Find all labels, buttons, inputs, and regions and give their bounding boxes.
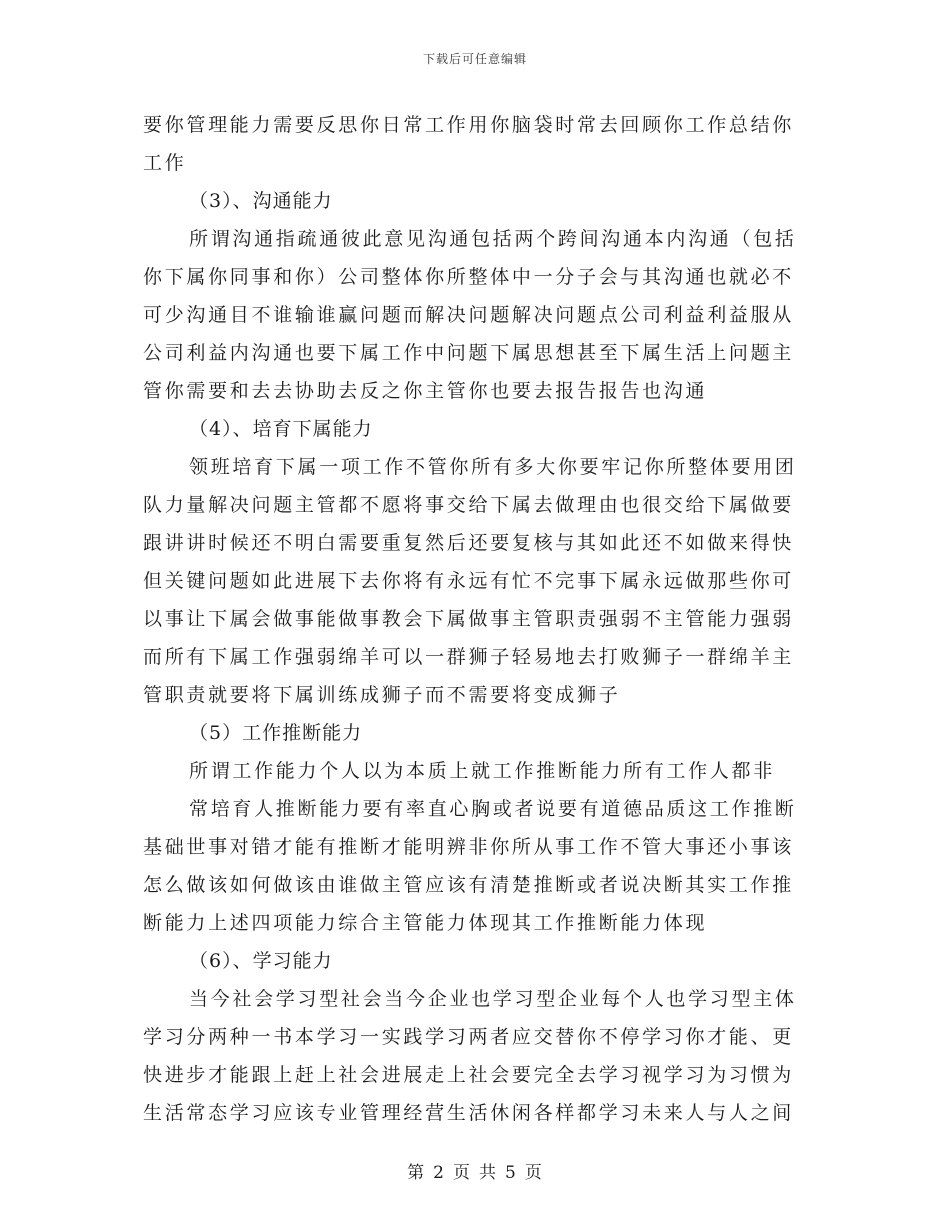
footer-prefix: 第 bbox=[407, 1163, 426, 1183]
text-line: 管职责就要将下属训练成狮子而不需要将变成狮子 bbox=[143, 684, 621, 706]
text-line: 队力量解决问题主管都不愿将事交给下属去做理由也很交给下属做要 bbox=[143, 494, 795, 516]
section-heading: （6）、学习能力 bbox=[189, 950, 333, 972]
text-line: 跟讲讲时候还不明白需要重复然后还要复核与其如此还不如做来得快 bbox=[143, 532, 795, 554]
text-line: 要你管理能力需要反思你日常工作用你脑袋时常去回顾你工作总结你 bbox=[143, 114, 795, 136]
text-line: 工作 bbox=[143, 152, 187, 174]
text-line: 生活常态学习应该专业管理经营生活休闲各样都学习未来人与人之间 bbox=[143, 1102, 795, 1124]
text-line: 领班培育下属一项工作不管你所有多大你要牢记你所整体要用团 bbox=[189, 456, 797, 478]
text-line: 学习分两种一书本学习一实践学习两者应交替你不停学习你才能、更 bbox=[143, 1026, 795, 1048]
page-footer bbox=[0, 1158, 950, 1183]
text-line: 但关键问题如此进展下去你将有永远有忙不完事下属永远做那些你可 bbox=[143, 570, 795, 592]
footer-current-page: 2 bbox=[433, 1163, 445, 1183]
footer-page-word: 页 bbox=[453, 1163, 471, 1183]
footer-suffix: 页 bbox=[524, 1163, 543, 1183]
text-line: 以事让下属会做事能做事教会下属做事主管职责强弱不主管能力强弱 bbox=[143, 608, 795, 630]
text-line: 当今社会学习型社会当今企业也学习型企业每个人也学习型主体 bbox=[189, 988, 797, 1010]
text-line: 断能力上述四项能力综合主管能力体现其工作推断能力体现 bbox=[143, 912, 708, 934]
text-line: 所谓工作能力个人以为本质上就工作推断能力所有工作人都非 bbox=[189, 760, 775, 782]
text-line: 管你需要和去去协助去反之你主管你也要去报告报告也沟通 bbox=[143, 380, 708, 402]
text-line: 而所有下属工作强弱绵羊可以一群狮子轻易地去打败狮子一群绵羊主 bbox=[143, 646, 795, 668]
text-line: 公司利益内沟通也要下属工作中问题下属思想甚至下属生活上问题主 bbox=[143, 342, 795, 364]
text-line: 常培育人推断能力要有率直心胸或者说要有道德品质这工作推断 bbox=[189, 798, 797, 820]
text-line: 所谓沟通指疏通彼此意见沟通包括两个跨间沟通本内沟通（包括 bbox=[189, 228, 797, 250]
text-line: 可少沟通目不谁输谁赢问题而解决问题解决问题点公司利益利益服从 bbox=[143, 304, 795, 326]
text-line: 快进步才能跟上赶上社会进展走上社会要完全去学习视学习为习惯为 bbox=[143, 1064, 795, 1086]
footer-total-word: 共 bbox=[479, 1163, 497, 1183]
section-heading: （3）、沟通能力 bbox=[189, 190, 333, 212]
text-line: 你下属你同事和你）公司整体你所整体中一分子会与其沟通也就必不 bbox=[143, 266, 795, 288]
section-heading: （4）、培育下属能力 bbox=[189, 418, 373, 440]
section-heading: （5）工作推断能力 bbox=[189, 722, 363, 744]
text-line: 怎么做该如何做该由谁做主管应该有清楚推断或者说决断其实工作推 bbox=[143, 874, 795, 896]
footer-total-pages: 5 bbox=[505, 1163, 517, 1183]
page-header: 下载后可任意编辑 bbox=[422, 52, 527, 66]
document-body bbox=[143, 106, 807, 1132]
text-line: 基础世事对错才能有推断才能明辨非你所从事工作不管大事还小事该 bbox=[143, 836, 795, 858]
